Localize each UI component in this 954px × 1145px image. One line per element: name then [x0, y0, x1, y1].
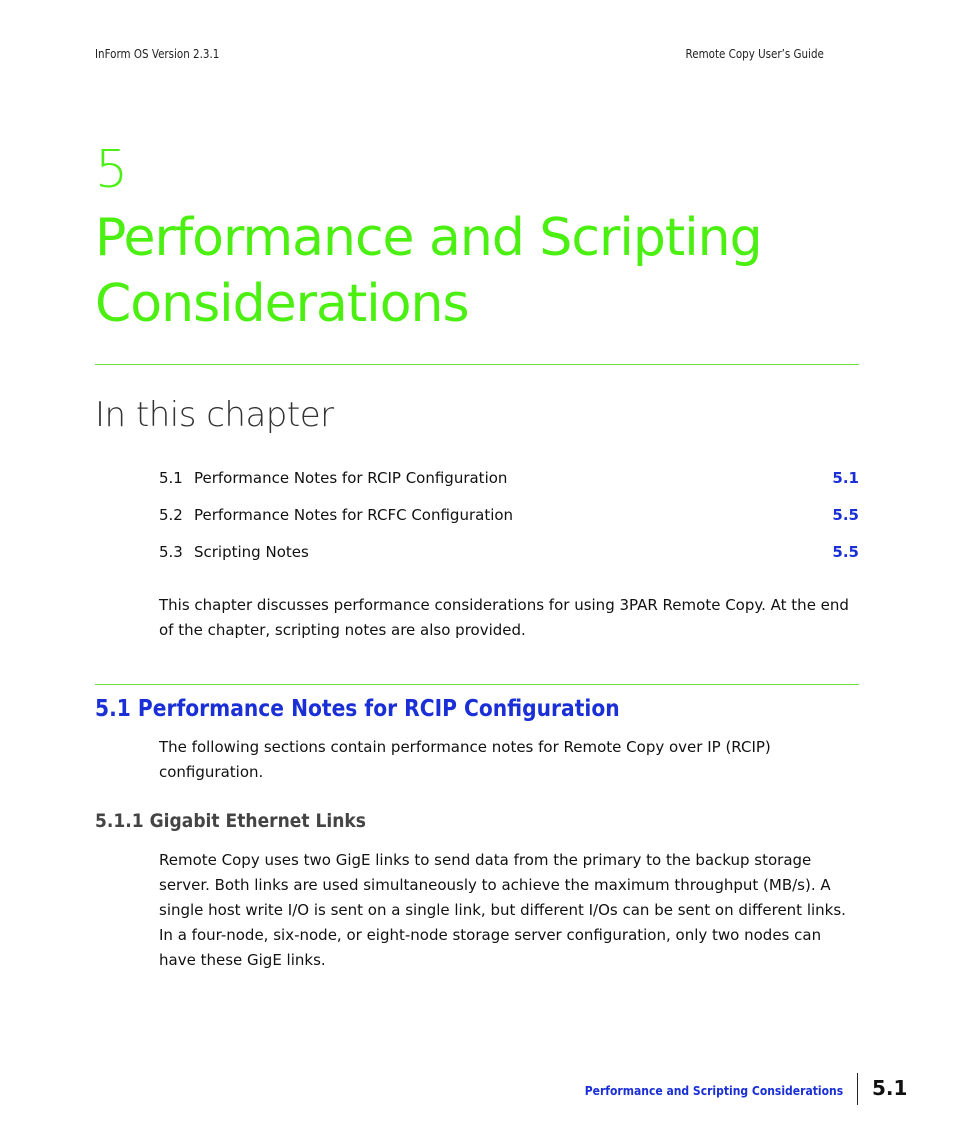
section-5-1-1-paragraph: Remote Copy uses two GigE links to send data from the primary to the backup storage server. Both links are used simultaneously to achieve the maximum throughput (MB/s). A single host write I/O is sent on a single link, but different I/Os can be sent on different links. In a four-node, six-node, or eight-node storage server configuration, only two nodes can have these GigE links. [159, 851, 846, 969]
toc-entry-page-link[interactable]: 5.5 [832, 543, 859, 561]
divider [95, 684, 859, 685]
running-header-left: InForm OS Version 2.3.1 [95, 47, 220, 61]
section-heading-5-1-1: 5.1.1 Gigabit Ethernet Links [95, 810, 366, 832]
toc-entry[interactable] [159, 466, 859, 503]
footer-divider [857, 1073, 858, 1105]
toc-entry-page-link[interactable]: 5.1 [832, 469, 859, 487]
chapter-toc [159, 466, 859, 577]
toc-entry-page-link[interactable]: 5.5 [832, 506, 859, 524]
running-header-right: Remote Copy User’s Guide [685, 47, 824, 61]
toc-entry-number: 5.2 [159, 506, 183, 524]
toc-entry[interactable] [159, 540, 859, 577]
toc-entry-label: Scripting Notes [194, 543, 309, 561]
in-chapter-heading: In this chapter [95, 395, 334, 435]
toc-entry[interactable] [159, 503, 859, 540]
toc-entry-number: 5.1 [159, 469, 183, 487]
footer-chapter-title: Performance and Scripting Considerations [584, 1084, 843, 1098]
chapter-intro-paragraph: This chapter discusses performance considerations for using 3PAR Remote Copy. At the end of the chapter, scripting notes are also provided. [159, 596, 849, 639]
chapter-title: Performance and Scripting Considerations [95, 208, 762, 334]
divider [95, 364, 859, 365]
footer-page-number: 5.1 [872, 1076, 908, 1100]
toc-entry-label: Performance Notes for RCIP Configuration [194, 469, 508, 487]
chapter-number: 5 [95, 140, 129, 200]
section-heading-5-1: 5.1 Performance Notes for RCIP Configuration [95, 696, 620, 722]
toc-entry-label: Performance Notes for RCFC Configuration [194, 506, 514, 524]
section-5-1-paragraph: The following sections contain performance notes for Remote Copy over IP (RCIP) configuration. [159, 738, 771, 781]
toc-entry-number: 5.3 [159, 543, 183, 561]
